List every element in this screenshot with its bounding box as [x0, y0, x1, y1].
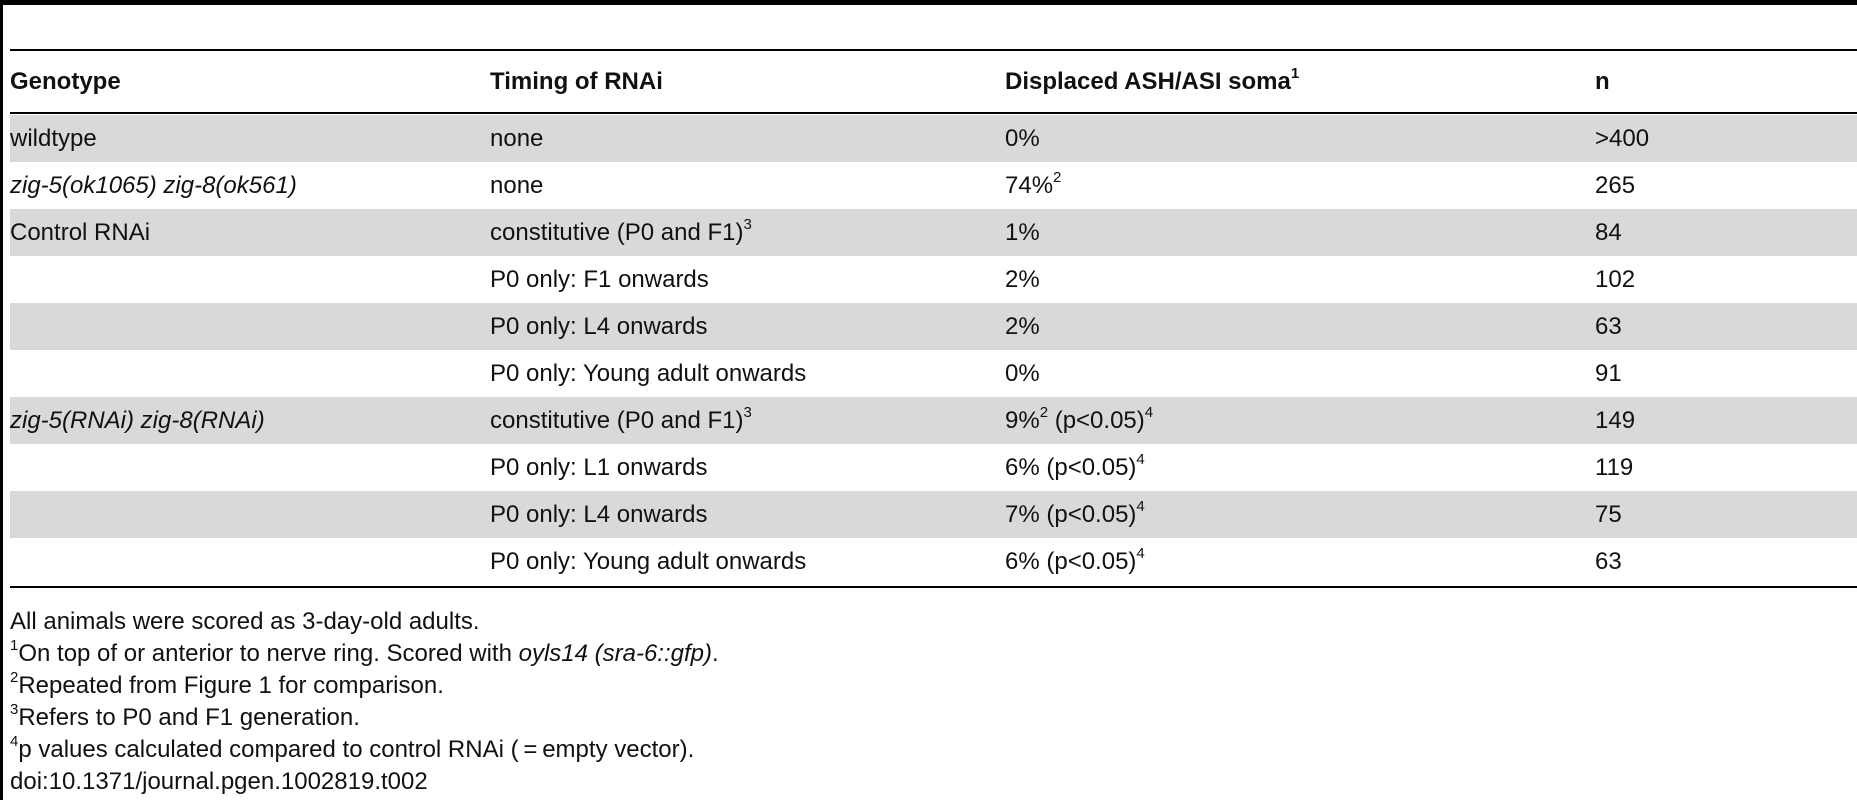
- cell-n: 265: [1595, 171, 1636, 199]
- cell-timing: constitutive (P0 and F1)$^3$: [490, 209, 1005, 256]
- cell-timing: none: [490, 171, 544, 199]
- cell-genotype: [10, 350, 490, 397]
- cell-n: 63: [1595, 547, 1622, 575]
- cell-n: 119: [1595, 453, 1634, 481]
- cell-timing: P0 only: L4 onwards: [490, 303, 1005, 350]
- cell-n: 84: [1595, 209, 1857, 256]
- cell-n: 63: [1595, 303, 1857, 350]
- cell-n: 75: [1595, 491, 1857, 538]
- table-row: [10, 538, 1857, 585]
- cell-displaced: 0%: [1005, 115, 1595, 162]
- cell-displaced: 1%: [1005, 209, 1595, 256]
- cell-timing: P0 only: L4 onwards: [490, 491, 1005, 538]
- cell-displaced: 7% (p<0.05)$^4$: [1005, 491, 1595, 538]
- cell-timing: constitutive (P0 and F1)$^3$: [490, 397, 1005, 444]
- cell-genotype: [10, 444, 490, 491]
- results-table: [10, 51, 1857, 585]
- cell-displaced: 6% (p<0.05)$^4$: [1005, 450, 1145, 481]
- cell-displaced: 2%: [1005, 265, 1040, 293]
- header-displaced: [1005, 51, 1595, 113]
- footnote-4: $^4$p values calculated compared to control RNAi ( = empty vector).: [10, 733, 695, 763]
- cell-timing: P0 only: Young adult onwards: [490, 359, 807, 387]
- table-row: [10, 397, 1857, 444]
- footnote-2: $^2$Repeated from Figure 1 for comparison.: [10, 669, 444, 699]
- table-row: [10, 491, 1857, 538]
- table-row: [10, 162, 1857, 209]
- cell-genotype: wildtype: [10, 115, 490, 162]
- cell-genotype: [10, 491, 490, 538]
- header-displaced-footnote-mark: 1: [1290, 65, 1300, 82]
- doi-link[interactable]: doi:10.1371/journal.pgen.1002819.t002: [10, 768, 428, 795]
- table-row: [10, 444, 1857, 491]
- footnote-1: $^1$On top of or anterior to nerve ring. Scored with oyls14 (sra-6::gfp).: [10, 637, 719, 667]
- table-row: [10, 256, 1857, 303]
- cell-displaced: 74%$^2$: [1005, 168, 1062, 199]
- cell-timing: P0 only: F1 onwards: [490, 265, 709, 293]
- cell-genotype: [10, 303, 490, 350]
- cell-genotype: zig-5(RNAi) zig-8(RNAi): [10, 397, 490, 444]
- cell-genotype: Control RNAi: [10, 209, 490, 256]
- cell-timing: P0 only: Young adult onwards: [490, 547, 807, 575]
- table-bottom-rule: [10, 586, 1857, 588]
- header-genotype: Genotype: [10, 68, 121, 95]
- cell-genotype: [10, 538, 490, 585]
- top-border-rule: [0, 0, 1857, 5]
- table-row: [10, 303, 1857, 350]
- cell-n: >400: [1595, 115, 1857, 162]
- cell-n: 149: [1595, 397, 1857, 444]
- cell-timing: none: [490, 115, 1005, 162]
- table-row: [10, 115, 1857, 162]
- cell-n: 102: [1595, 265, 1636, 293]
- cell-genotype: [10, 256, 490, 303]
- table-row: [10, 350, 1857, 397]
- header-n: n: [1595, 68, 1610, 95]
- left-border-rule: [0, 0, 3, 800]
- cell-displaced: 6% (p<0.05)$^4$: [1005, 544, 1145, 575]
- header-timing: Timing of RNAi: [490, 68, 663, 95]
- header-displaced-label: Displaced ASH/ASI soma: [1005, 68, 1291, 95]
- cell-genotype: zig-5(ok1065) zig-8(ok561): [10, 171, 297, 199]
- cell-timing: P0 only: L1 onwards: [490, 453, 708, 481]
- table-footnotes: [10, 606, 1850, 798]
- cell-displaced: 2%: [1005, 303, 1595, 350]
- table-header-row: [10, 51, 1857, 113]
- footnote-general: All animals were scored as 3-day-old adults.: [10, 608, 480, 635]
- cell-displaced: 0%: [1005, 359, 1040, 387]
- cell-n: 91: [1595, 359, 1622, 387]
- cell-displaced: 9%$^2$ (p<0.05)$^4$: [1005, 397, 1595, 444]
- footnote-3: $^3$Refers to P0 and F1 generation.: [10, 701, 360, 731]
- table-row: [10, 209, 1857, 256]
